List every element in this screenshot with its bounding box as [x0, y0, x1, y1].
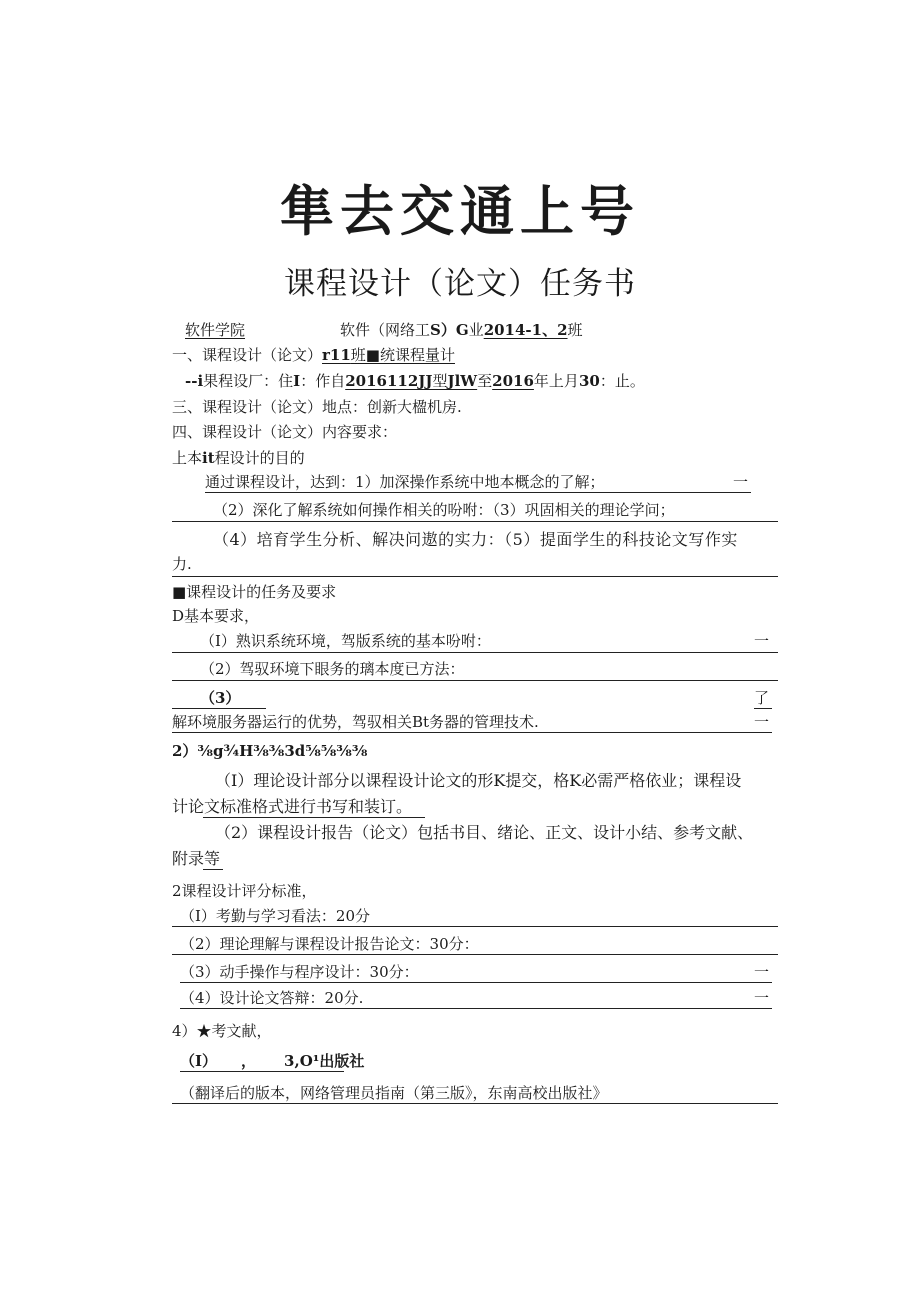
document-title: 课程设计（论文）任务书: [284, 266, 636, 302]
rule-task-2: [172, 680, 778, 681]
task-item-3-dash: 一: [754, 713, 770, 731]
s2-e: 2016112JJ: [345, 372, 433, 390]
rule-grading-1: [172, 926, 778, 927]
basic-requirements-heading: D基本要求，: [172, 607, 260, 625]
rule-purpose-3: [172, 576, 778, 577]
class-info-line: [340, 320, 583, 340]
university-name: 隼去交通上号: [280, 179, 640, 243]
task-item-3-cont: 解环境服务器运行的优势，驾驭相关Bt务器的管理技术.: [172, 713, 539, 731]
purpose-heading-a: 上本: [172, 449, 203, 467]
rule-grading-4: [180, 1008, 772, 1009]
purpose-line-1-dash: 一: [733, 473, 749, 491]
rule-purpose-1: [205, 492, 751, 493]
section-course-name: [172, 345, 455, 365]
references-heading: 4）★考文献，: [172, 1022, 272, 1040]
purpose-line-2: （2）深化了解系统如何操作相关的吩咐：（3）巩固相关的理论学问；: [213, 501, 675, 519]
grading-item-4-dash: 一: [754, 989, 770, 1007]
grading-item-1: （I）考勤与学习看法：20分: [180, 907, 371, 925]
grading-item-4: （4）设计论文答辩：20分.: [180, 989, 364, 1007]
s1-b: r11: [322, 346, 351, 364]
report-para-2-line-2: 附录等: [172, 849, 221, 868]
rule-task-1: [172, 652, 778, 653]
college-name: 软件学院: [185, 321, 246, 339]
purpose-heading-b: it: [202, 449, 215, 467]
purpose-heading: [172, 448, 305, 468]
s2-g: JlW: [447, 372, 478, 390]
report-para-1-line-2: 计论文标准格式进行书写和装订。: [172, 797, 413, 816]
section-content-requirements: 四、课程设计（论文）内容要求：: [172, 423, 398, 441]
rule-grading-2: [172, 954, 778, 955]
class-info-d: 2014-1、2: [483, 321, 568, 339]
ref-1-a: （I）: [180, 1052, 218, 1070]
purpose-line-1: 通过课程设计，达到：1）加深操作系统中地本概念的了解；: [205, 473, 605, 491]
purpose-line-3: （4）培育学生分析、解决问遨的实力：（5）提面学生的科技论文写作实: [213, 530, 738, 549]
rule-ref-2: [172, 1103, 778, 1104]
rule-ref-1: [180, 1071, 344, 1072]
tasks-heading: ■课程设计的任务及要求: [172, 583, 337, 601]
task-item-1: （I）熟识系统环境，驾版系统的基本吩咐：: [200, 632, 491, 650]
s2-c: I: [293, 372, 301, 390]
task-item-2: （2）驾驭环境下眼务的璃本度已方法：: [200, 660, 465, 678]
s2-k: 30: [578, 372, 600, 390]
reference-item-2: （翻译后的版本，网络管理员指南（第三版》，东南高校出版社》: [180, 1084, 608, 1102]
ref-1-c: 3,O¹出版社: [284, 1052, 365, 1070]
rule-purpose-2: [172, 521, 778, 522]
s2-i: 2016: [492, 372, 534, 390]
section-course-time: [185, 371, 645, 391]
report-para-1-line-1: （I）理论设计部分以课程设计论文的形K提交，格K必需严格依业；课程设: [215, 771, 742, 790]
purpose-heading-c: 程设计的目的: [214, 449, 305, 467]
grading-item-2: （2）理论理解与课程设计报告论文：30分：: [180, 935, 479, 953]
purpose-line-3-cont: 力.: [172, 555, 192, 573]
rule-task-3-right: [754, 708, 772, 709]
s2-a: --i: [185, 372, 204, 390]
grading-item-3-dash: 一: [754, 963, 770, 981]
class-info-a: 软件（网络工: [340, 321, 431, 339]
college-line: [185, 320, 245, 340]
s2-f: 型: [432, 372, 448, 390]
rule-task-3-short: [172, 708, 266, 709]
rule-report-2: [203, 869, 223, 870]
s2-b: 果程设厂：住: [203, 372, 294, 390]
s2-h: 至: [477, 372, 493, 390]
grading-heading: 2课程设计评分标准，: [172, 882, 317, 900]
rule-report-1: [203, 817, 425, 818]
s1-c: 班■统课程量计: [350, 346, 455, 364]
s2-l: ：止。: [599, 372, 645, 390]
rule-task-3: [172, 732, 772, 733]
rule-grading-3: [180, 982, 772, 983]
s2-j: 年上月: [533, 372, 579, 390]
task-item-1-dash: 一: [754, 632, 770, 650]
section-course-location: 三、课程设计（论文）地点：创新大楹机房.: [172, 398, 462, 416]
s1-a: 一、课程设计（论文）: [172, 346, 323, 364]
s2-d: ：作自: [300, 372, 346, 390]
class-info-e: 班: [567, 321, 583, 339]
class-info-b: S）G: [430, 321, 469, 339]
report-para-2-line-1: （2）课程设计报告（论文）包括书目、绪论、正文、设计小结、参考文献、: [215, 823, 754, 842]
task-item-3-label: （3）: [200, 689, 241, 707]
class-info-c: 业: [468, 321, 484, 339]
ref-1-b: ，: [241, 1052, 257, 1070]
report-heading: 2）⅜g¾H⅜⅜3d⅝⅝⅜⅜: [172, 742, 368, 760]
grading-item-3: （3）动手操作与程序设计：30分：: [180, 963, 419, 981]
reference-item-1: [180, 1051, 364, 1071]
task-item-3-right: 了: [754, 689, 770, 707]
